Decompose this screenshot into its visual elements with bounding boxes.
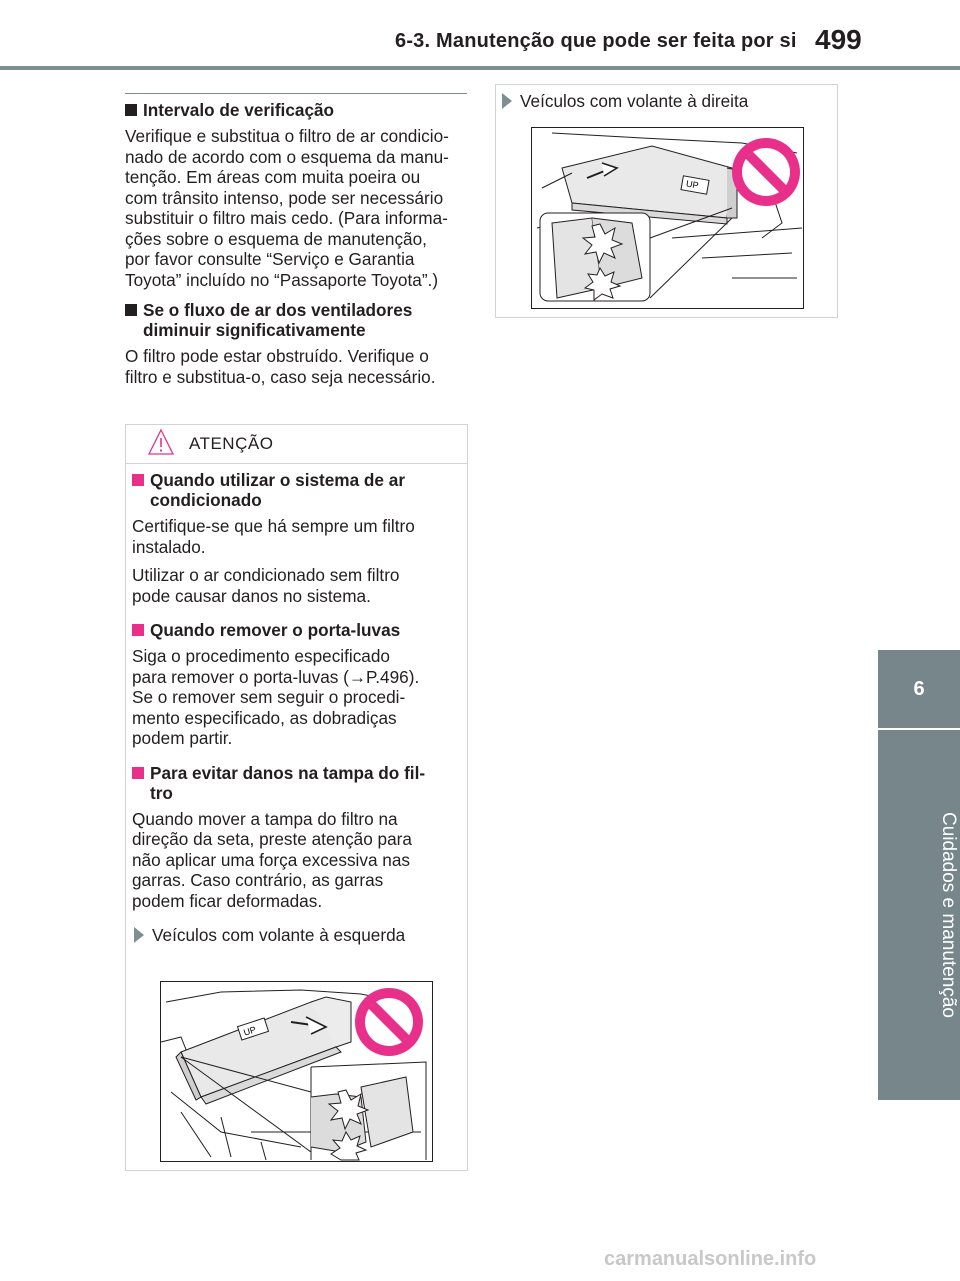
square-bullet-icon xyxy=(132,624,144,636)
chapter-label-tab xyxy=(878,730,960,1100)
heading-text: Para evitar danos na tampa do fil- xyxy=(150,762,426,783)
warning-title: ATENÇÃO xyxy=(189,434,274,453)
text-line: Siga o procedimento especificado xyxy=(132,646,390,666)
text-line: Certifique-se que há sempre um filtro xyxy=(132,516,415,536)
text-line: Verifique e substitua o filtro de ar condicio- xyxy=(125,126,449,146)
filter-cover-illustration xyxy=(532,128,803,308)
illustration-right-hand-drive xyxy=(531,127,804,309)
heading-text: condicionado xyxy=(150,490,262,510)
header-divider xyxy=(0,66,960,70)
text-line: nado de acordo com o esquema da manu- xyxy=(125,146,449,167)
section-heading-text: Se o fluxo de ar dos ventiladores xyxy=(143,300,413,320)
heading-text: Quando remover o porta-luvas xyxy=(150,620,401,640)
arrow-bullet-icon xyxy=(502,93,512,109)
text-line: podem partir. xyxy=(132,728,233,748)
square-bullet-icon xyxy=(132,474,144,486)
right-hand-drive-panel xyxy=(495,84,838,318)
filter-cover-illustration xyxy=(161,982,432,1161)
warning-box xyxy=(125,424,468,1171)
arrow-bullet-icon xyxy=(134,927,144,943)
text-line: O filtro pode estar obstruído. Verifique o xyxy=(125,346,429,366)
paragraph xyxy=(132,646,462,749)
text-line: para remover o porta-luvas (→P.496). xyxy=(132,666,420,687)
text-line: tenção. Em áreas com muita poeira ou xyxy=(125,167,421,187)
section-divider xyxy=(125,93,467,94)
paragraph xyxy=(125,346,470,387)
section-title: 6-3. Manutenção que pode ser feita por si xyxy=(395,30,797,52)
text-line: Utilizar o ar condicionado sem filtro xyxy=(132,565,400,585)
text-line: direção da seta, preste atenção para xyxy=(132,829,412,849)
heading-text: tro xyxy=(150,782,173,803)
variant-label-text: Veículos com volante à direita xyxy=(520,91,749,111)
text-line: filtro e substitua-o, caso seja necessário. xyxy=(125,366,436,387)
up-label: UP xyxy=(685,178,700,191)
text-line: podem ficar deformadas. xyxy=(132,890,323,911)
text-line: garras. Caso contrário, as garras xyxy=(132,870,384,890)
section-heading xyxy=(125,100,470,120)
chapter-number-tab: 6 xyxy=(878,650,960,728)
section-heading-text: Intervalo de verificação xyxy=(143,100,335,120)
prohibited-icon xyxy=(732,138,800,206)
warning-item-heading xyxy=(132,620,462,640)
warning-triangle-icon xyxy=(147,428,175,458)
warning-header xyxy=(126,425,467,464)
text-line: ções sobre o esquema de manutenção, xyxy=(125,228,427,249)
square-bullet-icon xyxy=(125,104,137,116)
square-bullet-icon xyxy=(132,767,144,779)
prohibited-icon xyxy=(355,988,423,1056)
paragraph xyxy=(132,809,462,912)
paragraph xyxy=(132,565,462,606)
warning-item-heading xyxy=(132,470,462,510)
text-line: não aplicar uma força excessiva nas xyxy=(132,849,411,870)
section-heading-text: diminuir significativamente xyxy=(143,320,366,340)
text-line: substituir o filtro mais cedo. (Para informa- xyxy=(125,208,448,228)
text-line: com trânsito intenso, pode ser necessário xyxy=(125,187,444,208)
square-bullet-icon xyxy=(125,304,137,316)
text-line: Se o remover sem seguir o procedi- xyxy=(132,687,406,707)
text-line: por favor consulte “Serviço e Garantia xyxy=(125,249,415,269)
variant-label-text: Veículos com volante à esquerda xyxy=(152,925,406,945)
heading-text: Quando utilizar o sistema de ar xyxy=(150,470,406,490)
vehicle-variant-label xyxy=(502,91,748,112)
left-column xyxy=(125,100,470,395)
vehicle-variant-label xyxy=(132,925,462,946)
chapter-label: Cuidados e manutenção xyxy=(938,812,959,1018)
text-line: instalado. xyxy=(132,536,206,557)
text-line: Toyota” incluído no “Passaporte Toyota”.) xyxy=(125,269,439,290)
paragraph xyxy=(125,126,470,290)
warning-item-heading xyxy=(132,763,462,803)
text-line: pode causar danos no sistema. xyxy=(132,585,371,606)
page-number: 499 xyxy=(815,24,862,55)
text-line: mento especificado, as dobradiças xyxy=(132,707,397,728)
text-line: Quando mover a tampa do filtro na xyxy=(132,808,398,829)
up-label: UP xyxy=(242,1024,258,1038)
illustration-left-hand-drive xyxy=(160,981,433,1162)
section-heading xyxy=(125,300,470,340)
warning-content xyxy=(132,470,462,946)
watermark: carmanualsonline.info xyxy=(604,1248,817,1270)
paragraph xyxy=(132,516,462,557)
